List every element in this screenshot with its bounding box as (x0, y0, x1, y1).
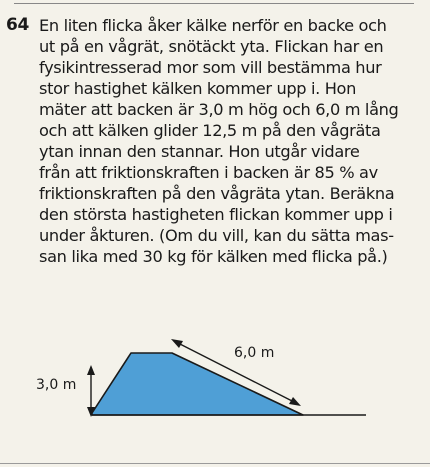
problem-line: friktionskraften på den vågräta ytan. Beräkna (39, 184, 395, 203)
length-label: 6,0 m (234, 345, 275, 361)
hill-shape (92, 353, 303, 415)
hill-figure (0, 325, 430, 435)
problem-line: under åkturen. (Om du vill, kan du sätta mas- (39, 226, 394, 245)
problem-text (39, 15, 424, 267)
problem-line: stor hastighet kälken kommer upp i. Hon (39, 79, 357, 98)
problem-line: san lika med 30 kg för kälken med flicka på.) (39, 247, 388, 266)
problem-line: från att friktionskraften i backen är 85 % av (39, 163, 378, 182)
height-label: 3,0 m (36, 377, 77, 393)
height-arrow-head-top (87, 365, 95, 375)
problem-number: 64 (6, 15, 30, 35)
bottom-rule (0, 463, 430, 464)
problem-line: och att kälken glider 12,5 m på den vågräta (39, 121, 381, 140)
problem-line: ut på en vågrät, snötäckt yta. Flickan har en (39, 37, 384, 56)
problem-line: den största hastigheten flickan kommer upp i (39, 205, 393, 224)
length-arrow-head-bottom (289, 397, 301, 406)
problem-line: mäter att backen är 3,0 m hög och 6,0 m lång (39, 100, 399, 119)
top-rule (14, 3, 414, 4)
length-arrow-head-top (171, 339, 183, 348)
problem-line: fysikintresserad mor som vill bestämma hur (39, 58, 382, 77)
problem-line: ytan innan den stannar. Hon utgår vidare (39, 142, 360, 161)
problem-line: En liten flicka åker kälke nerför en backe och (39, 16, 387, 35)
